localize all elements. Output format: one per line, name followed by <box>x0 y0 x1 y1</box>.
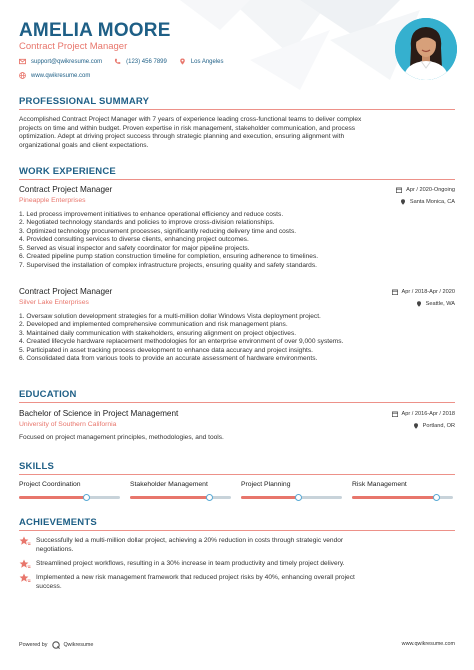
experience-heading: WORK EXPERIENCE <box>19 166 116 177</box>
achievement-line: negotiations. <box>36 545 74 553</box>
list-item: 5. Served as visual inspector and safety coordinator for major pipeline projects. <box>19 244 250 252</box>
phone-text: (123) 456 7899 <box>126 58 167 65</box>
calendar-icon <box>392 411 398 417</box>
skill-item <box>130 481 231 499</box>
job-title: Contract Project Manager <box>19 41 128 52</box>
footer-url[interactable]: www.qwikresume.com <box>401 641 455 647</box>
job-1-company: Pineapple Enterprises <box>19 197 86 204</box>
email-text: support@qwikresume.com <box>31 58 103 65</box>
skills-heading: SKILLS <box>19 461 54 472</box>
summary-line: Accomplished Contract Project Manager with 7 years of experience leading cross-functional teams to deliver complex <box>19 116 362 123</box>
website-text: www.qwikresume.com <box>31 72 91 79</box>
map-pin-icon <box>416 301 422 307</box>
profile-photo-illustration <box>395 18 457 80</box>
section-divider <box>19 179 455 180</box>
achievement-line: Successfully led a multi-million dollar project, achieving a 20% reduction in costs through strategic vendor <box>36 537 344 544</box>
job-2-title: Contract Project Manager <box>19 287 113 296</box>
location-item <box>179 58 224 65</box>
job-2-dates <box>392 289 456 295</box>
skill-item <box>19 481 120 499</box>
list-item: 3. Maintained daily communication with stakeholders, ensuring alignment on project objectives. <box>19 329 297 337</box>
summary-line: optimization. Adept at driving project success through strategic planning and execution, ensuring alignment with <box>19 133 345 141</box>
skill-item <box>352 481 453 499</box>
skill-name: Risk Management <box>352 481 407 488</box>
skill-level-track <box>352 496 453 499</box>
candidate-name: AMELIA MOORE <box>19 20 171 41</box>
achievement-text <box>36 574 355 591</box>
summary-line: projects on time and within budget. Proven expertise in risk management, stakeholder communication, and process <box>19 124 356 132</box>
degree-title: Bachelor of Science in Project Management <box>19 409 179 418</box>
skill-name: Stakeholder Management <box>130 481 208 488</box>
skill-level-knob <box>83 494 90 501</box>
skill-level-fill <box>241 496 299 499</box>
summary-heading: PROFESSIONAL SUMMARY <box>19 96 150 107</box>
list-item: 1. Oversaw solution development strategies for a multi-million dollar Windows Vista deployment project. <box>19 313 321 320</box>
education-location <box>413 423 455 429</box>
job-2-dates-text: Apr / 2018-Apr / 2020 <box>401 289 455 295</box>
education-note: Focused on project management principles, methodologies, and tools. <box>19 434 224 441</box>
star-icon <box>19 536 31 546</box>
section-divider <box>19 474 455 475</box>
phone-icon <box>114 58 121 65</box>
powered-by-text: Powered by <box>19 642 48 648</box>
contact-row-2 <box>19 72 102 79</box>
skill-level-track <box>19 496 120 499</box>
education-dates <box>392 411 456 417</box>
achievement-text <box>36 537 343 554</box>
contact-row-1 <box>19 58 236 65</box>
map-pin-icon <box>179 58 186 65</box>
email-item[interactable] <box>19 58 102 65</box>
skill-level-fill <box>19 496 87 499</box>
brand-text[interactable]: Qwikresume <box>63 642 94 648</box>
job-1-title: Contract Project Manager <box>19 185 113 194</box>
calendar-icon <box>392 289 398 295</box>
map-pin-icon <box>413 423 419 429</box>
globe-icon <box>19 72 26 79</box>
website-item[interactable] <box>19 72 90 79</box>
summary-line: organizational goals and client expectations. <box>19 141 149 149</box>
star-icon <box>19 559 31 569</box>
achievement-line: Implemented a new risk management framework that reduced project risks by 40%, enhancing overall project <box>36 574 355 581</box>
list-item: 5. Participated in asset tracking process development to enhance data accuracy and project insights. <box>19 346 313 354</box>
skill-name: Project Planning <box>241 481 291 488</box>
list-item: 2. Developed and implemented comprehensive communication and risk management plans. <box>19 321 288 329</box>
calendar-icon <box>396 187 402 193</box>
achievement-item <box>19 560 455 569</box>
phone-item[interactable] <box>114 58 167 65</box>
qwikresume-logo-icon <box>52 641 60 649</box>
location-text: Los Angeles <box>190 58 224 65</box>
job-1-bullets <box>19 211 455 270</box>
achievement-line: Streamlined project workflows, resulting in a 30% increase in team productivity and timely project delivery. <box>36 560 345 567</box>
list-item: 6. Created pipeline pump station construction timeline for completion, ensuring adherence to timelines. <box>19 253 319 261</box>
list-item: 3. Optimized technology procurement processes, significantly reducing delivery time and costs. <box>19 227 297 235</box>
achievement-line: success. <box>36 582 62 590</box>
list-item: 2. Negotiated technology standards and policies to improve cross-division relationships. <box>19 219 275 227</box>
job-2-bullets <box>19 313 455 364</box>
envelope-icon <box>19 58 26 65</box>
list-item: 4. Created lifecycle hardware replacement methodologies for an enterprise environment of over 9,000 systems. <box>19 338 344 346</box>
skill-name: Project Coordination <box>19 481 81 488</box>
summary-text <box>19 116 455 150</box>
job-1-dates <box>396 187 455 193</box>
education-heading: EDUCATION <box>19 389 77 400</box>
footer-powered-by <box>19 641 93 649</box>
education-location-text: Portland, OR <box>422 423 455 429</box>
section-divider <box>19 402 455 403</box>
list-item: 6. Consolidated data from various tools to provide an accurate assessment of hardware environments. <box>19 355 318 363</box>
list-item: 1. Led process improvement initiatives to enhance operational efficiency and reduce costs. <box>19 211 284 218</box>
section-divider <box>19 109 455 110</box>
skill-level-knob <box>433 494 440 501</box>
job-2-location <box>416 301 455 307</box>
job-2-location-text: Seattle, WA <box>425 301 455 307</box>
achievements-heading: ACHIEVEMENTS <box>19 517 97 528</box>
skill-level-track <box>241 496 342 499</box>
school-name: University of Southern California <box>19 421 117 428</box>
job-2-company: Silver Lake Enterprises <box>19 299 89 306</box>
list-item: 7. Supervised the installation of complex infrastructure projects, ensuring quality and safety standards. <box>19 261 317 269</box>
achievement-text <box>36 560 344 569</box>
achievement-item <box>19 537 455 554</box>
job-1-location <box>400 199 455 205</box>
skill-level-fill <box>352 496 437 499</box>
education-dates-text: Apr / 2016-Apr / 2018 <box>401 411 455 417</box>
map-pin-icon <box>400 199 406 205</box>
list-item: 4. Provided consulting services to diverse clients, enhancing project outcomes. <box>19 236 249 244</box>
skill-item <box>241 481 342 499</box>
job-1-location-text: Santa Monica, CA <box>409 199 455 205</box>
section-divider <box>19 530 455 531</box>
skill-level-knob <box>206 494 213 501</box>
job-1-dates-text: Apr / 2020-Ongoing <box>406 187 455 193</box>
skill-level-knob <box>295 494 302 501</box>
star-icon <box>19 573 31 583</box>
achievement-item <box>19 574 455 591</box>
skill-level-fill <box>130 496 210 499</box>
profile-photo <box>395 18 457 80</box>
skill-level-track <box>130 496 231 499</box>
